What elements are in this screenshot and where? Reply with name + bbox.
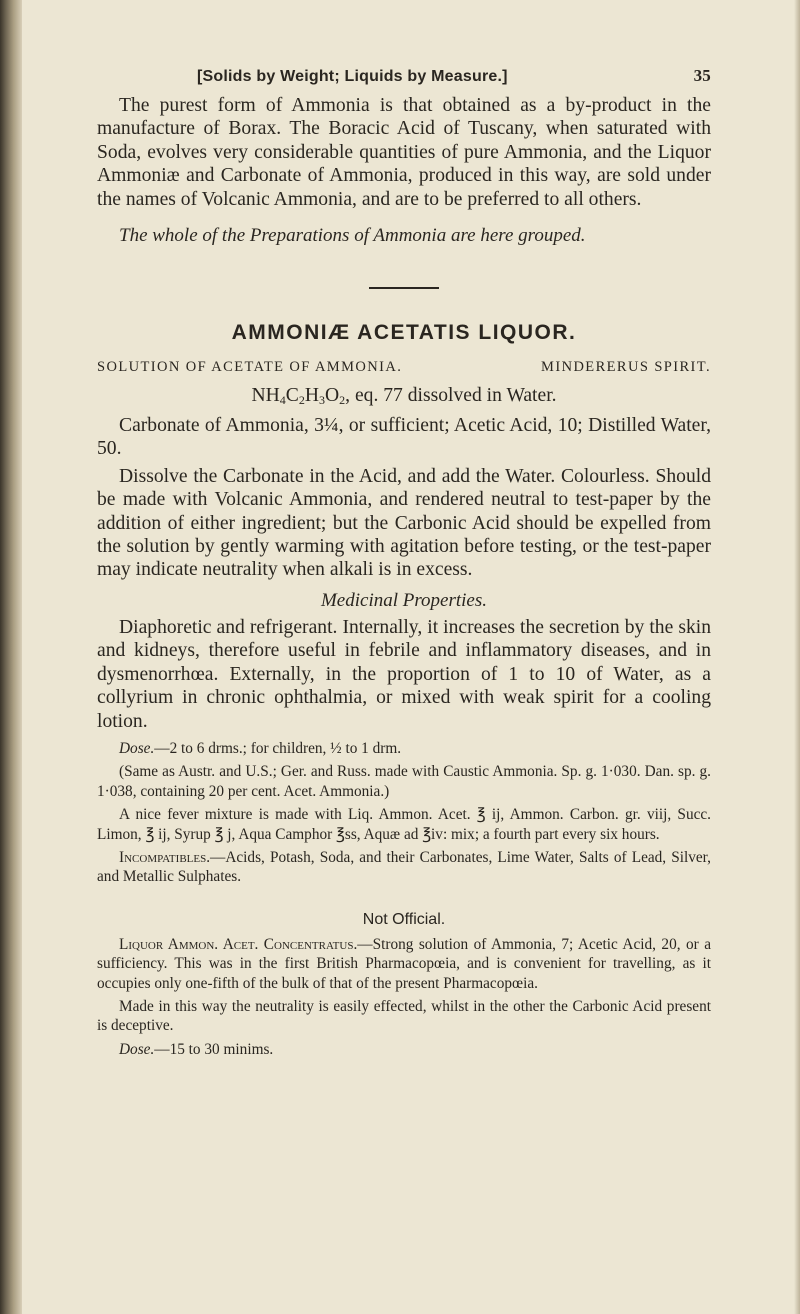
concentratus-dose-label: Dose.	[119, 1040, 155, 1058]
incompatibles-text: —Acids, Potash, Soda, and their Carbonates, Lime Water, Salts of Lead, Silver, and Metallic Sulphates.	[97, 848, 711, 886]
medicinal-paragraph: Diaphoretic and refrigerant. Internally, it increases the secretion by the skin and kidneys, therefore useful in febrile and inflammatory diseases, and in dysmenorrhœa. Externally, in the proportion of 1 to 10 of Water, as a collyrium in chronic ophthalmia, or mixed with weak spirit for a cooling lotion.	[97, 616, 711, 732]
grouped-note: The whole of the Preparations of Ammonia are here grouped.	[119, 225, 586, 247]
not-official-heading: Not Official.	[362, 910, 446, 928]
formula-sub-4: 4	[279, 393, 286, 408]
concentratus-paragraph	[97, 935, 711, 993]
pharmacopoeia-note: (Same as Austr. and U.S.; Ger. and Russ. made with Caustic Ammonia. Sp. g. 1·030. Dan. sp. g. 1·038, containing 20 per cent. Acet. Ammonia.)	[97, 763, 711, 800]
medicinal-heading: Medicinal Properties.	[320, 589, 488, 611]
fever-mixture-paragraph: A nice fever mixture is made with Liq. Ammon. Acet. ℥ ij, Ammon. Carbon. gr. viij, Succ. Limon, ℥ ij, Syrup ℥ j, Aqua Camphor ℥ss, Aquæ ad ℥iv: mix; a fourth part every six hours.	[97, 806, 711, 843]
concentratus-label: Liquor Ammon. Acet. Concentratus.	[119, 935, 358, 953]
formula-h: H	[304, 385, 319, 407]
concentratus-dose-line	[97, 1040, 711, 1059]
page-content	[97, 64, 711, 1059]
formula-o: O	[325, 385, 340, 407]
page-right-edge	[794, 0, 800, 1314]
dose-line	[97, 739, 711, 758]
formula-sub-3: 3	[319, 393, 325, 408]
chemical-formula	[97, 385, 711, 408]
formula-c: C	[285, 385, 299, 407]
method-paragraph: Dissolve the Carbonate in the Acid, and add the Water. Colourless. Should be made with Volcanic Ammonia, and rendered neutral to test-paper by the addition of either ingredient; but the Carbonic Acid should be expelled from the solution by gently warming with agitation before testing, or the test-paper may indicate neutrality when alkali is in excess.	[97, 465, 711, 581]
incompatibles-line	[97, 848, 711, 887]
dose-label: Dose.	[119, 739, 155, 757]
page-number: 35	[693, 66, 711, 85]
incompatibles-label: Incompatibles.	[119, 848, 211, 866]
subtitle-right: MINDERERUS SPIRIT.	[541, 359, 711, 376]
ingredients-paragraph: Carbonate of Ammonia, 3¼, or sufficient; Acetic Acid, 10; Distilled Water, 50.	[97, 415, 711, 460]
page-binding-shadow	[0, 0, 22, 1314]
section-title: AMMONIÆ ACETATIS LIQUOR.	[231, 321, 577, 345]
running-title: [Solids by Weight; Liquids by Measure.]	[197, 68, 508, 85]
formula-sub-2b: 2	[339, 393, 346, 408]
section-subtitle	[97, 355, 711, 381]
dose-text: —2 to 6 drms.; for children, ½ to 1 drm.	[154, 739, 402, 757]
section-divider	[369, 287, 439, 289]
running-head	[97, 64, 711, 94]
formula-nh: NH	[251, 385, 280, 407]
subtitle-left: SOLUTION OF ACETATE OF AMMONIA.	[97, 359, 403, 376]
formula-sub-2: 2	[298, 393, 305, 408]
neutrality-paragraph: Made in this way the neutrality is easily effected, whilst in the other the Carbonic Acid present is deceptive.	[97, 997, 711, 1035]
intro-paragraph: The purest form of Ammonia is that obtained as a by-product in the manufacture of Borax. The Boracic Acid of Tuscany, when saturated with Soda, evolves very considerable quantities of pure Ammonia, and the Liquor Ammoniæ and Carbonate of Ammonia, produced in this way, are sold under the names of Volcanic Ammonia, and are to be preferred to all others.	[97, 95, 711, 210]
concentratus-dose-text: —15 to 30 minims.	[154, 1040, 274, 1058]
concentratus-text: —Strong solution of Ammonia, 7; Acetic Acid, 20, or a sufficiency. This was in the first British Pharmacopœia, and is convenient for travelling, as it occupies only one-fifth of the bulk of that of the present Pharmacopœia.	[97, 935, 711, 992]
formula-suffix: , eq. 77 dissolved in Water.	[345, 385, 557, 407]
